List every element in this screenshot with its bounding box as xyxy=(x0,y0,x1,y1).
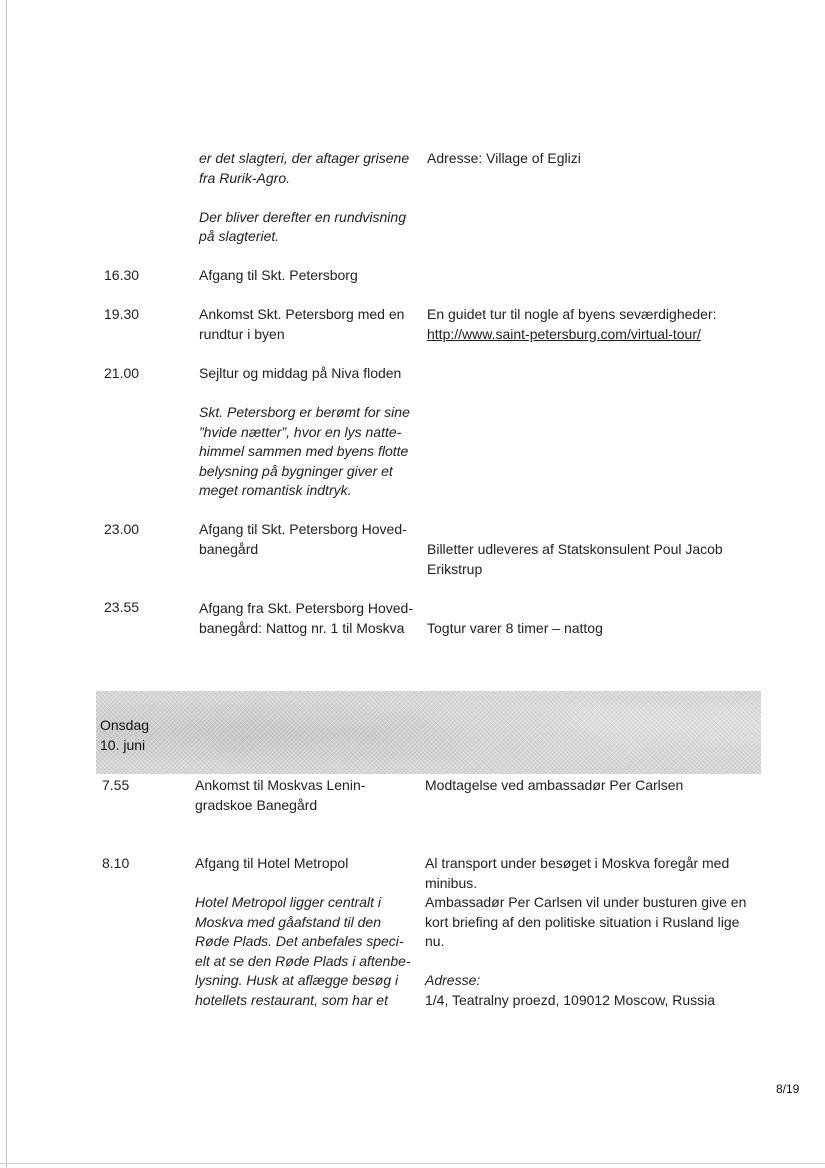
note-2300-line: Billetter udleveres af Statskonsulent Poul Jacob xyxy=(427,541,723,557)
activity-2300-line: banegård xyxy=(199,540,259,557)
time-1630: 16.30 xyxy=(104,267,140,283)
intro-desc-line: fra Rurik-Agro. xyxy=(199,169,291,186)
address-label: Adresse: xyxy=(425,972,481,989)
note-1930: En guidet tur til nogle af byens seværdigheder: xyxy=(427,306,717,322)
intro-address: Adresse: Village of Eglizi xyxy=(427,150,581,166)
virtual-tour-link[interactable]: http://www.saint-petersburg.com/virtual-tour/ xyxy=(427,325,701,342)
desc-810-line: Hotel Metropol ligger centralt i xyxy=(195,894,381,910)
desc-810-line: hotellets restaurant, som har et xyxy=(195,992,388,1008)
activity-2100: Sejltur og middag på Niva floden xyxy=(199,365,402,381)
desc-2100-line: meget romantisk indtryk. xyxy=(199,482,352,499)
left-margin-line xyxy=(6,0,7,1168)
hotel-address: 1/4, Teatralny proezd, 109012 Moscow, Russia xyxy=(425,992,716,1008)
activity-1630: Afgang til Skt. Petersborg xyxy=(199,267,358,283)
note-810-line: nu. xyxy=(425,933,445,950)
note-810-line: kort briefing af den politiske situation i Rusland lige xyxy=(425,913,740,930)
activity-755-line: Ankomst til Moskvas Lenin- xyxy=(195,777,366,793)
note-810-line: minibus. xyxy=(425,874,478,891)
note-810-line: Al transport under besøget i Moskva foregår med xyxy=(425,855,730,871)
bottom-edge-line xyxy=(0,1163,825,1164)
note-2300-line: Erikstrup xyxy=(427,560,483,577)
page-number: 8/19 xyxy=(776,1082,800,1096)
desc-810-line: elt at se den Røde Plads i aftenbe- xyxy=(195,952,411,969)
intro-desc-line: på slagteriet. xyxy=(199,228,280,245)
note-755: Modtagelse ved ambassadør Per Carlsen xyxy=(425,777,684,793)
desc-810-line: Moskva med gåafstand til den xyxy=(195,913,381,930)
activity-1930-line: Ankomst Skt. Petersborg med en xyxy=(199,306,405,322)
desc-2100-line: himmel sammen med byens flotte xyxy=(199,443,409,460)
time-755: 7.55 xyxy=(102,777,130,793)
intro-desc-line: er det slagteri, der aftager grisene xyxy=(199,150,410,166)
note-810-line: Ambassadør Per Carlsen vil under busturen give en xyxy=(425,894,747,911)
day-weekday: Onsdag xyxy=(100,717,150,733)
day-header-label xyxy=(100,716,149,755)
intro-desc-line: Der bliver derefter en rundvisning xyxy=(199,208,406,225)
time-1930: 19.30 xyxy=(104,306,140,322)
activity-2300-line: Afgang til Skt. Petersborg Hoved- xyxy=(199,521,407,537)
time-2100: 21.00 xyxy=(104,365,140,381)
desc-2100-line: belysning på bygninger giver et xyxy=(199,462,393,479)
desc-2100-line: Skt. Petersborg er berømt for sine xyxy=(199,404,410,420)
day-header-band xyxy=(96,691,761,774)
activity-755-line: gradskoe Banegård xyxy=(195,796,318,813)
time-810: 8.10 xyxy=(102,855,130,871)
activity-2355-line: banegård: Nattog nr. 1 til Moskva xyxy=(199,619,405,636)
note-2355: Togtur varer 8 timer – nattog xyxy=(427,620,603,636)
day-date: 10. juni xyxy=(100,736,146,753)
activity-810: Afgang til Hotel Metropol xyxy=(195,855,349,871)
activity-2355-line: Afgang fra Skt. Petersborg Hoved- xyxy=(199,600,413,616)
desc-810-line: lysning. Husk at aflægge besøg i xyxy=(195,972,399,989)
desc-810-line: Røde Plads. Det anbefales speci- xyxy=(195,933,404,950)
time-2355: 23.55 xyxy=(104,599,140,615)
activity-1930-line: rundtur i byen xyxy=(199,325,285,342)
time-2300: 23.00 xyxy=(104,521,140,537)
desc-2100-line: ”hvide nætter”, hvor en lys natte- xyxy=(199,423,402,440)
